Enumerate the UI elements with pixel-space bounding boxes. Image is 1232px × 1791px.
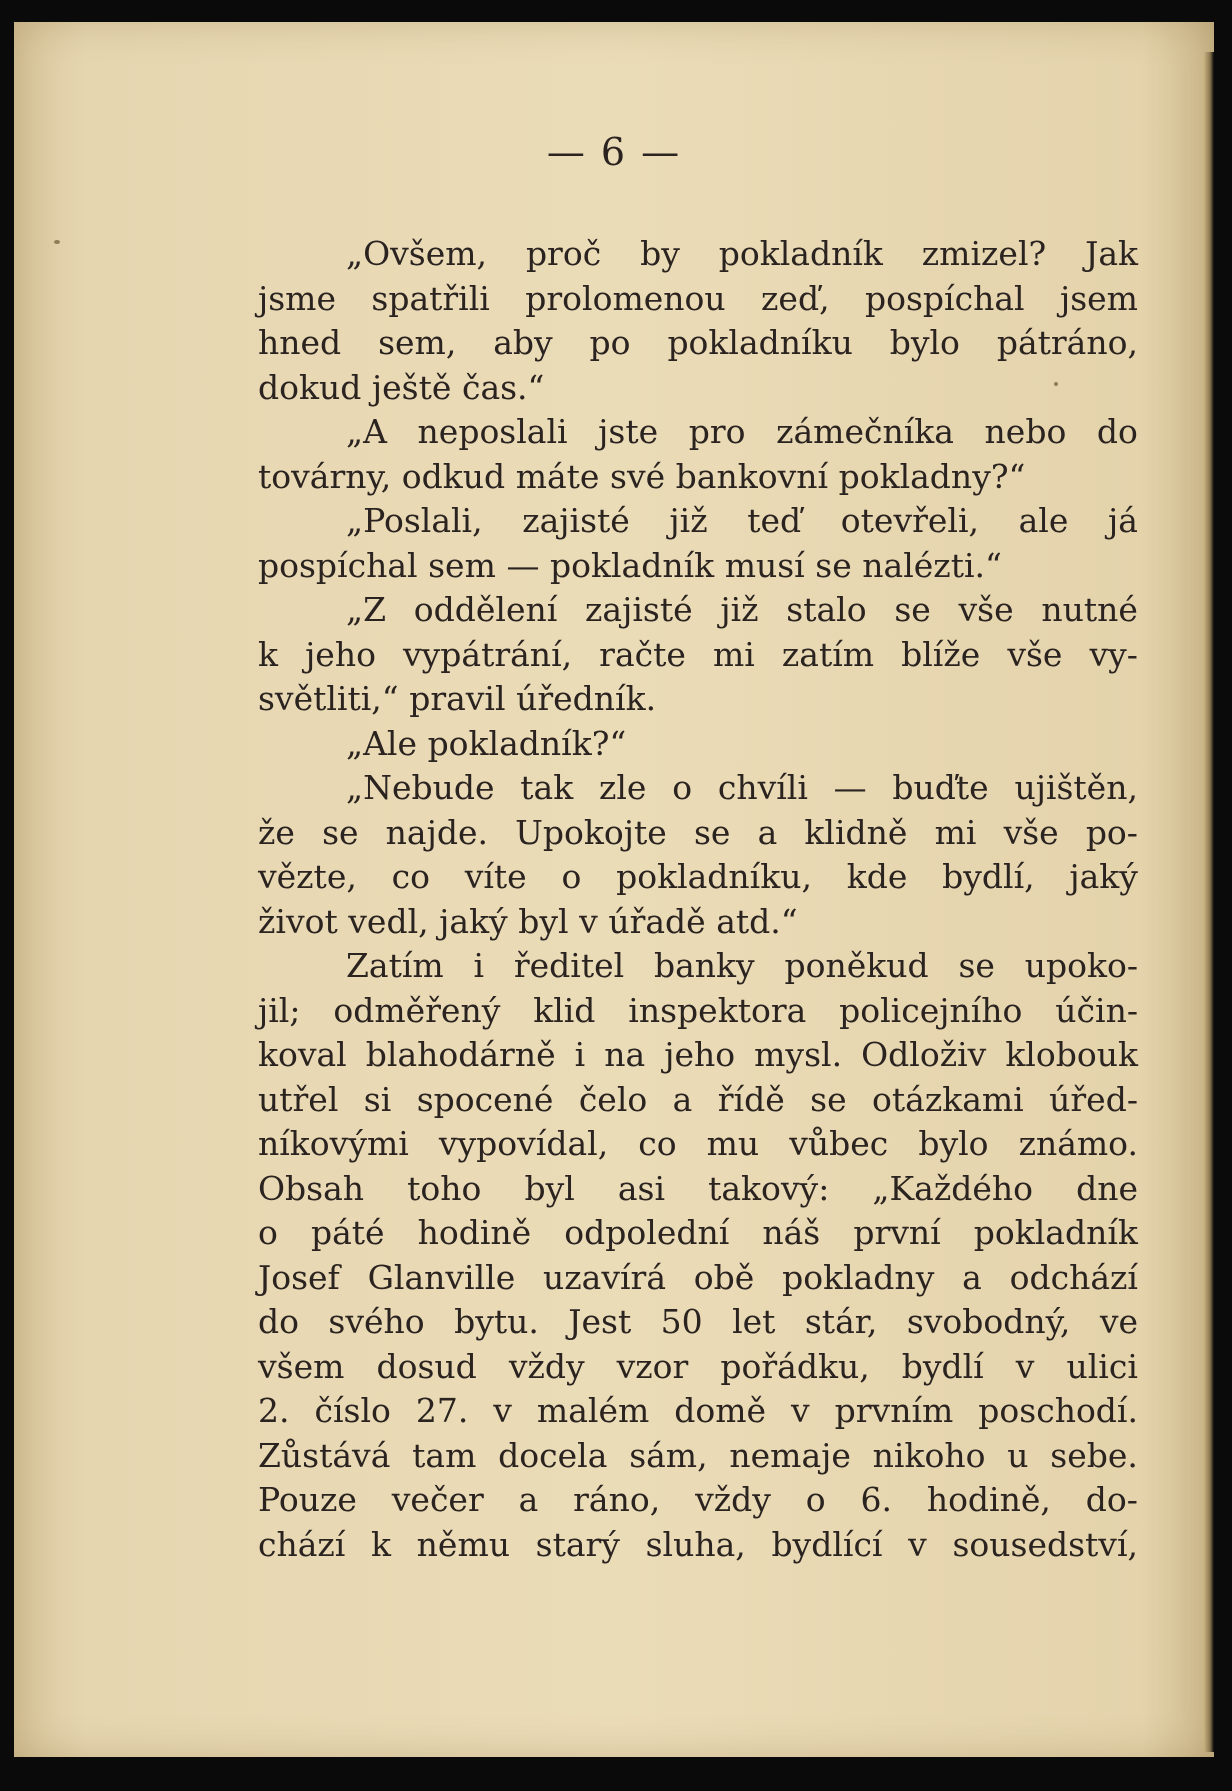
text-line: továrny, odkud máte své bankovní pokladny?“ xyxy=(258,456,1026,496)
text-line: život vedl, jaký byl v úřadě atd.“ xyxy=(258,901,798,941)
text-line: utřel si spocené čelo a řídě se otázkami úřed- xyxy=(258,1079,1138,1119)
text-line: Josef Glanville uzavírá obě pokladny a odchází xyxy=(258,1257,1138,1297)
text-line: dokud ještě čas.“ xyxy=(258,367,545,407)
text-line: všem dosud vždy vzor pořádku, bydlí v ulici xyxy=(258,1346,1138,1386)
text-line: „Ale pokladník?“ xyxy=(346,723,627,763)
text-line: jsme spatřili prolomenou zeď, pospíchal jsem xyxy=(258,278,1138,318)
text-line: „A neposlali jste pro zámečníka nebo do xyxy=(346,412,1138,451)
text-line: chází k němu starý sluha, bydlící v sousedství, xyxy=(258,1524,1138,1564)
text-line: Pouze večer a ráno, vždy o 6. hodině, do- xyxy=(258,1480,1138,1519)
body-text xyxy=(258,232,1138,1567)
text-line: „Ovšem, proč by pokladník zmizel? Jak xyxy=(346,234,1138,273)
book-page xyxy=(14,22,1214,1757)
text-line: Zatím i ředitel banky poněkud se upoko- xyxy=(346,946,1138,985)
text-line: světliti,“ pravil úředník. xyxy=(258,679,657,718)
paper-speck xyxy=(54,240,60,244)
text-line: hned sem, aby po pokladníku bylo pátráno, xyxy=(258,323,1138,362)
text-line: do svého bytu. Jest 50 let stár, svobodný, ve xyxy=(258,1302,1138,1341)
text-line: „Z oddělení zajisté již stalo se vše nutné xyxy=(346,590,1138,629)
text-line: koval blahodárně i na jeho mysl. Odloživ klobouk xyxy=(258,1035,1138,1074)
text-line: níkovými vypovídal, co mu vůbec bylo známo. xyxy=(258,1124,1138,1163)
text-line: „Poslali, zajisté již teď otevřeli, ale já xyxy=(346,501,1138,540)
page-edge-shadow xyxy=(1204,52,1214,1752)
text-line: k jeho vypátrání, račte mi zatím blíže vše vy- xyxy=(258,634,1138,674)
text-line: Zůstává tam docela sám, nemaje nikoho u sebe. xyxy=(258,1435,1138,1475)
page-number: — 6 — xyxy=(546,130,682,174)
text-line: pospíchal sem — pokladník musí se nalézti.“ xyxy=(258,545,1002,585)
text-line: „Nebude tak zle o chvíli — buďte ujištěn, xyxy=(346,768,1138,807)
text-line: 2. číslo 27. v malém domě v prvním poschodí. xyxy=(258,1391,1138,1430)
text-line: že se najde. Upokojte se a klidně mi vše po- xyxy=(258,812,1138,852)
text-line: o páté hodině odpolední náš první pokladník xyxy=(258,1213,1138,1252)
text-line: jil; odměřený klid inspektora policejního účin- xyxy=(258,990,1138,1030)
text-line: Obsah toho byl asi takový: „Každého dne xyxy=(258,1168,1138,1208)
text-line: vězte, co víte o pokladníku, kde bydlí, jaký xyxy=(258,857,1138,896)
